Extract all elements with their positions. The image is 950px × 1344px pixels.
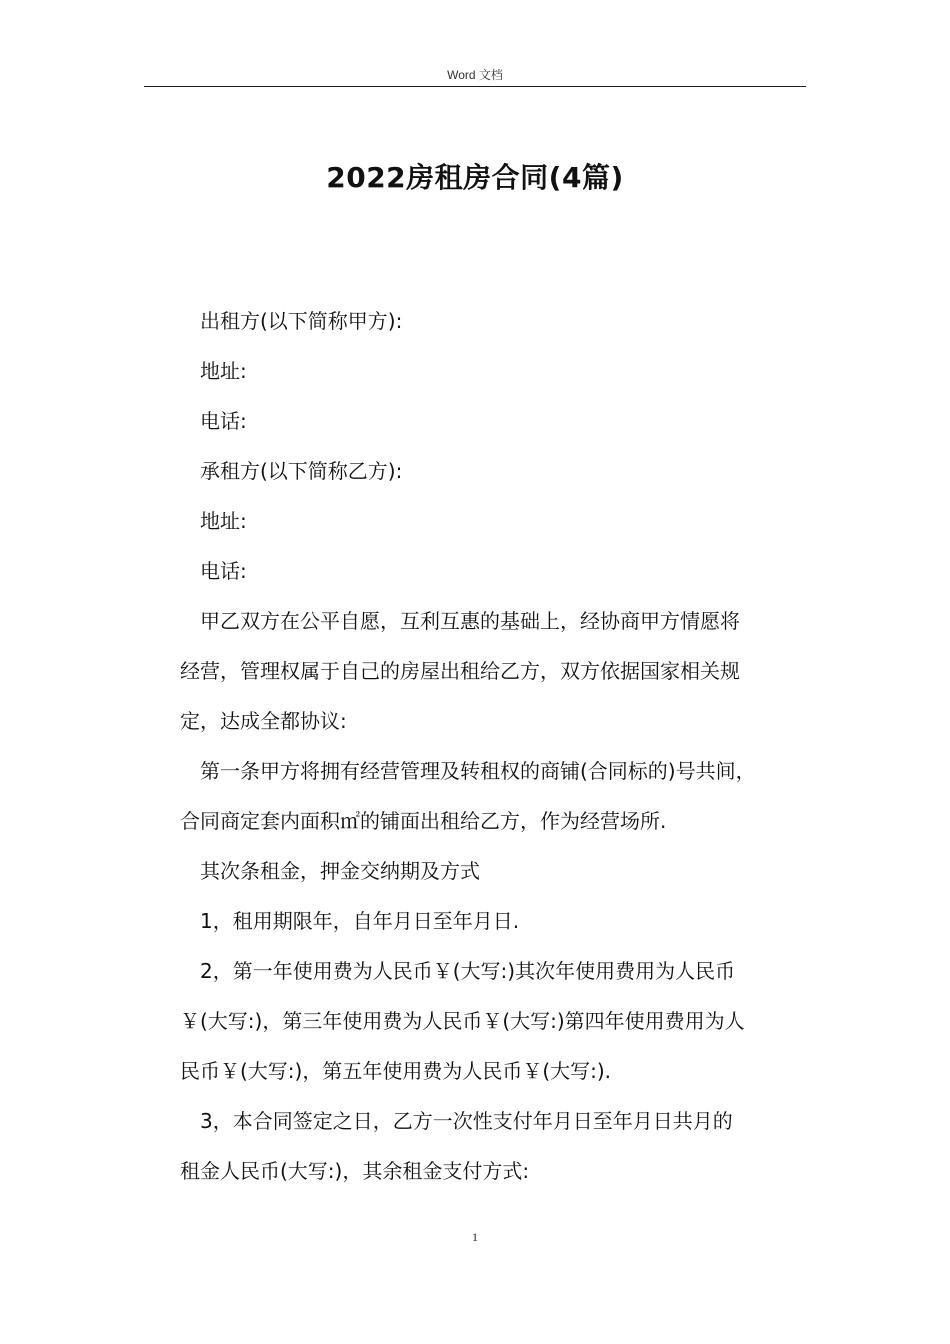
document-body	[180, 296, 806, 1196]
text-line: 地址:	[200, 509, 247, 533]
text-line: 地址:	[200, 359, 247, 383]
text-line: 其次条租金，押金交纳期及方式	[200, 859, 480, 883]
text-line: 电话:	[200, 559, 247, 583]
page-header: Word 文档	[447, 68, 503, 82]
paragraph-item-2	[180, 946, 806, 1096]
text-line: 3，本合同签定之日，乙方一次性支付年月日至年月日共月的	[200, 1109, 733, 1133]
paragraph-lessee-address	[180, 496, 806, 546]
paragraph-lessor-address	[180, 346, 806, 396]
text-line: 1，租用期限年，自年月日至年月日.	[200, 909, 520, 933]
document-title: 2022房租房合同(4篇)	[326, 161, 624, 194]
paragraph-lessor-phone	[180, 396, 806, 446]
text-line: 民币￥(大写:)，第五年使用费为人民币￥(大写:).	[180, 1059, 612, 1083]
page-number: 1	[472, 1230, 478, 1244]
paragraph-agreement	[180, 596, 806, 746]
paragraph-lessor	[180, 296, 806, 346]
header-divider	[144, 86, 806, 87]
paragraph-item-1	[180, 896, 806, 946]
text-line: 甲乙双方在公平自愿，互利互惠的基础上，经协商甲方情愿将	[200, 609, 740, 633]
text-line: 租金人民币(大写:)，其余租金支付方式:	[180, 1159, 530, 1183]
text-line: 承租方(以下简称乙方):	[200, 459, 403, 483]
text-line: 合同商定套内面积㎡的铺面出租给乙方，作为经营场所.	[180, 809, 667, 833]
text-line: 电话:	[200, 409, 247, 433]
paragraph-article-1	[180, 746, 806, 846]
text-line: 第一条甲方将拥有经营管理及转租权的商铺(合同标的)号共间，	[200, 759, 756, 783]
text-line: 经营，管理权属于自己的房屋出租给乙方，双方依据国家相关规	[180, 659, 740, 683]
text-line: 定，达成全都协议:	[180, 709, 347, 733]
text-line: ￥(大写:)，第三年使用费为人民币￥(大写:)第四年使用费用为人	[180, 1009, 745, 1033]
paragraph-article-2	[180, 846, 806, 896]
text-line: 2，第一年使用费为人民币￥(大写:)其次年使用费用为人民币	[200, 959, 736, 983]
paragraph-lessee	[180, 446, 806, 496]
text-line: 出租方(以下简称甲方):	[200, 309, 403, 333]
paragraph-lessee-phone	[180, 546, 806, 596]
paragraph-item-3	[180, 1096, 806, 1196]
